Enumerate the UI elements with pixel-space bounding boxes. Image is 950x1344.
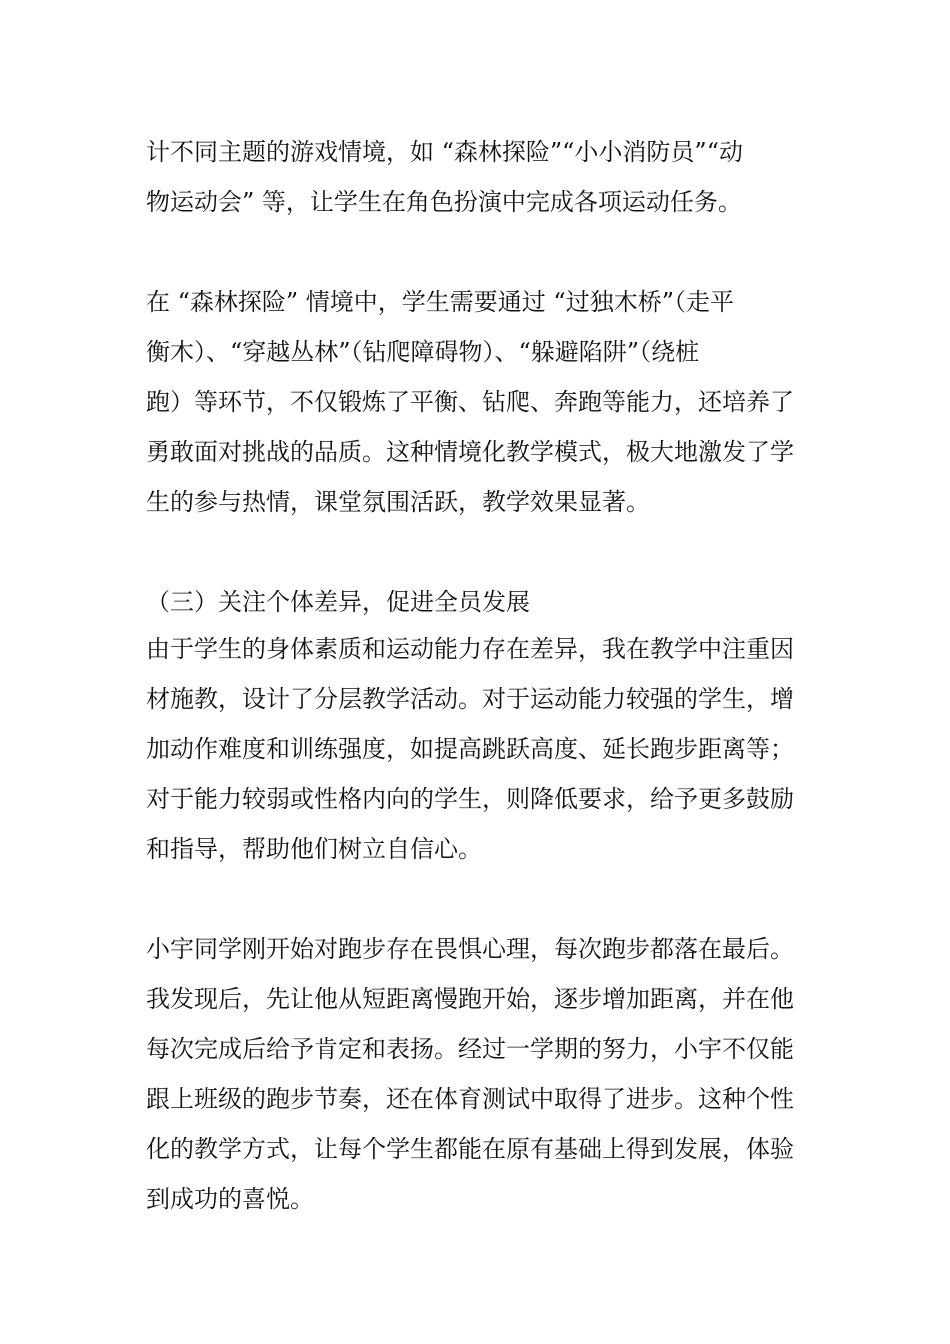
- paragraph-2-line-4: 勇敢面对挑战的品质。这种情境化教学模式，极大地激发了学: [146, 438, 794, 466]
- paragraph-3-line-5: 和指导，帮助他们树立自信心。: [146, 835, 482, 863]
- paragraph-4-line-1: 小宇同学刚开始对跑步存在畏惧心理，每次跑步都落在最后。: [146, 935, 794, 963]
- paragraph-1-line-2: 物运动会” 等，让学生在角色扮演中完成各项运动任务。: [146, 188, 742, 216]
- paragraph-3-line-2: 材施教，设计了分层教学活动。对于运动能力较强的学生，增: [146, 685, 794, 713]
- paragraph-2-line-1: 在 “森林探险” 情境中，学生需要通过 “过独木桥”（走平: [146, 288, 734, 316]
- paragraph-4-line-4: 跟上班级的跑步节奏，还在体育测试中取得了进步。这种个性: [146, 1085, 794, 1113]
- paragraph-3-line-3: 加动作难度和训练强度，如提高跳跃高度、延长跑步距离等；: [146, 735, 794, 763]
- paragraph-1-line-1: 计不同主题的游戏情境，如 “森林探险”“小小消防员”“动: [146, 138, 743, 166]
- paragraph-4-line-6: 到成功的喜悦。: [146, 1185, 314, 1213]
- paragraph-4-line-2: 我发现后，先让他从短距离慢跑开始，逐步增加距离，并在他: [146, 985, 794, 1013]
- paragraph-4-line-5: 化的教学方式，让每个学生都能在原有基础上得到发展，体验: [146, 1135, 794, 1163]
- section-heading: （三）关注个体差异，促进全员发展: [146, 588, 530, 616]
- paragraph-3-line-1: 由于学生的身体素质和运动能力存在差异，我在教学中注重因: [146, 635, 794, 663]
- paragraph-4-line-3: 每次完成后给予肯定和表扬。经过一学期的努力，小宇不仅能: [146, 1035, 794, 1063]
- paragraph-3-line-4: 对于能力较弱或性格内向的学生，则降低要求，给予更多鼓励: [146, 785, 794, 813]
- paragraph-2-line-3: 跑）等环节，不仅锻炼了平衡、钻爬、奔跑等能力，还培养了: [146, 388, 794, 416]
- paragraph-2-line-2: 衡木）、“穿越丛林”（钻爬障碍物）、“躲避陷阱”（绕桩: [146, 338, 700, 366]
- paragraph-2-line-5: 生的参与热情，课堂氛围活跃，教学效果显著。: [146, 488, 650, 516]
